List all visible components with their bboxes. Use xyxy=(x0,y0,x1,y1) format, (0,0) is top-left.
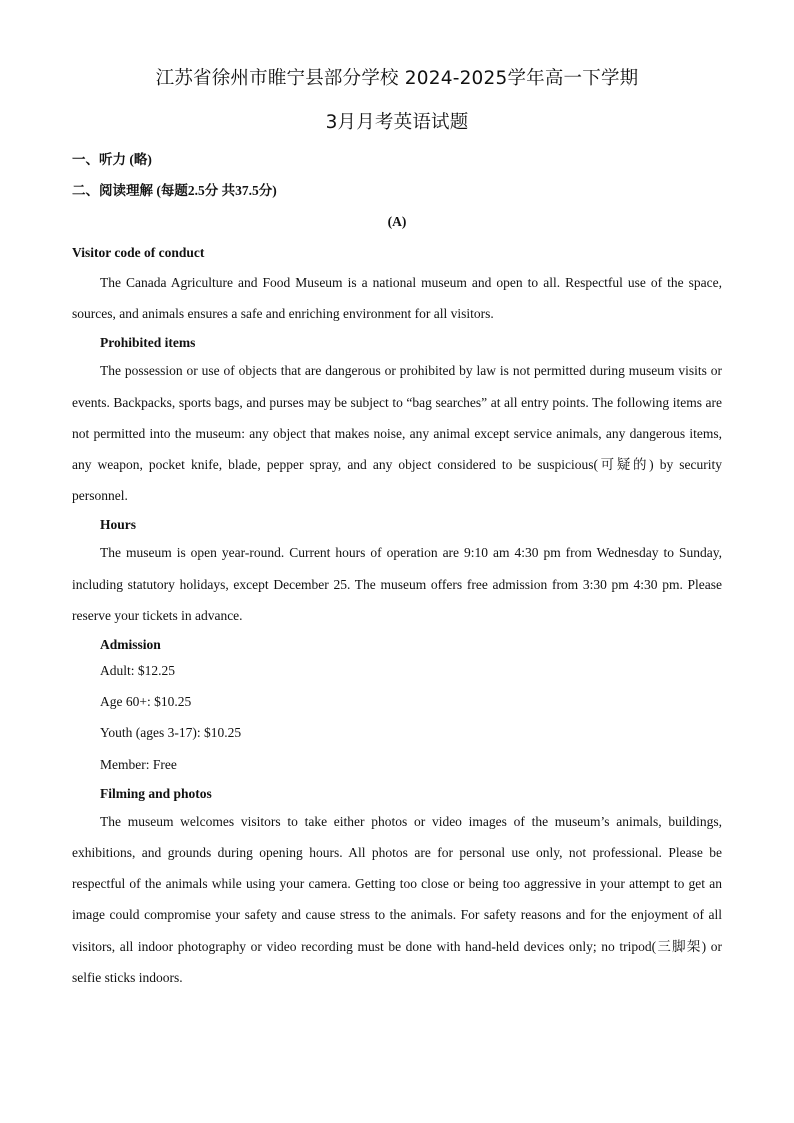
admission-item-youth: Youth (ages 3-17): $10.25 xyxy=(100,725,242,741)
passage-label: (A) xyxy=(387,214,407,229)
intro-paragraph: The Canada Agriculture and Food Museum is a national museum and open to all. Respectful use of the space, sources, and animals ensures a safe and enriching environment for all visitors. xyxy=(72,275,722,322)
filming-paragraph: The museum welcomes visitors to take either photos or video images of the museum’s animals, buildings, exhibitions, and grounds during opening hours. All photos are for personal use only, not professional. Please be respectful of the animals while using your camera. Getting too close or being too aggressive in your attempt to get an image could compromise your safety and cause stress to the animals. For safety reasons and for the enjoyment of all visitors, all indoor photography or video recording must be done with hand-held devices only; no tripod(三脚架) or selfie sticks indoors. xyxy=(72,813,722,985)
hours-paragraph: The museum is open year-round. Current hours of operation are 9:10 am 4:30 pm from Wednesday to Sunday, including statutory holidays, except December 25. The museum offers free admission from 3:30 pm 4:30 pm. Please reserve your tickets in advance. xyxy=(72,545,722,623)
admission-item-member: Member: Free xyxy=(100,756,177,772)
section-reading: 二、阅读理解 (每题2.5分 共37.5分) xyxy=(72,183,277,198)
document-page xyxy=(72,66,722,993)
admission-heading: Admission xyxy=(100,637,161,653)
passage-title: Visitor code of conduct xyxy=(72,245,205,260)
admission-item-senior: Age 60+: $10.25 xyxy=(100,694,192,710)
prohibited-heading: Prohibited items xyxy=(100,335,196,351)
document-title-line1: 江苏省徐州市睢宁县部分学校 2024-2025学年高一下学期 xyxy=(155,68,639,89)
section-listening: 一、听力 (略) xyxy=(72,152,152,167)
hours-heading: Hours xyxy=(100,517,137,533)
prohibited-paragraph: The possession or use of objects that are dangerous or prohibited by law is not permitted during museum visits or events. Backpacks, sports bags, and purses may be subject to “bag searches” at all entry points. The following items are not permitted into the museum: any object that makes noise, any animal except service animals, any dangerous items, any weapon, pocket knife, blade, pepper spray, and any object considered to be suspicious(可疑的) by security personnel. xyxy=(72,363,722,504)
filming-heading: Filming and photos xyxy=(100,785,212,801)
admission-item-adult: Adult: $12.25 xyxy=(100,663,176,679)
document-title-line2: 3月月考英语试题 xyxy=(325,112,469,133)
